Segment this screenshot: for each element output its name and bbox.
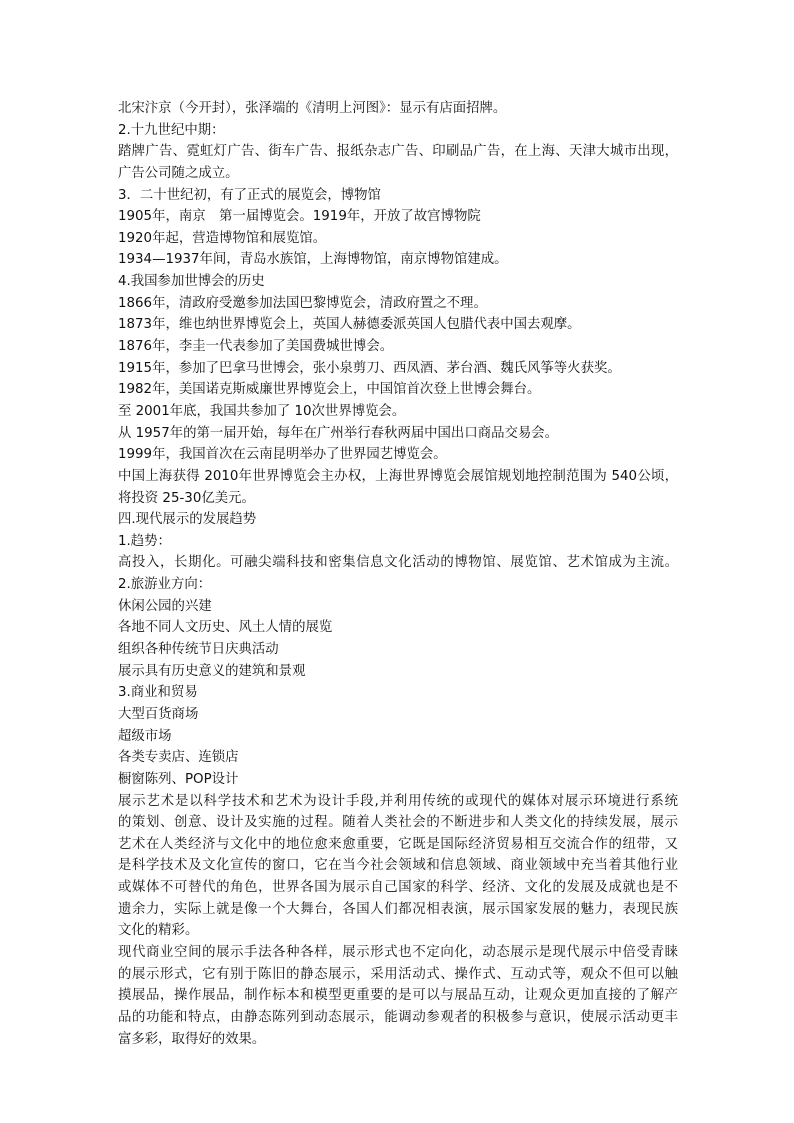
paragraph-line: 品的功能和特点，由静态陈列到动态展示，能调动参观者的积极参与意识，使展示活动更丰	[118, 1009, 678, 1025]
subsection-heading: 1.趋势：	[118, 533, 171, 549]
text-line: 中国上海获得 2010年世界博览会主办权，上海世界博览会展馆规划地控制范围为 540公顷，	[118, 468, 678, 484]
list-item: 橱窗陈列、POP设计	[118, 771, 239, 787]
text-line: 1999年，我国首次在云南昆明举办了世界园艺博览会。	[118, 447, 447, 463]
list-item: 各地不同人文历史、风土人情的展览	[118, 620, 333, 636]
text-line: 1934—1937年间，青岛水族馆，上海博物馆，南京博物馆建成。	[118, 252, 508, 268]
text-line: 1866年，清政府受邀参加法国巴黎博览会，清政府置之不理。	[118, 295, 487, 311]
paragraph-line: 文化的精彩。	[118, 923, 199, 939]
paragraph-line: 遗余力，实际上就是像一个大舞台，各国人们都况相表演，展示国家发展的魅力，表现民族	[118, 901, 678, 917]
text-line: 至 2001年底，我国共参加了 10次世界博览会。	[118, 403, 406, 419]
paragraph-line: 展示艺术是以科学技术和艺术为设计手段,并利用传统的或现代的媒体对展示环境进行系统	[118, 793, 678, 809]
text-line: 1920年起，营造博物馆和展览馆。	[118, 230, 327, 246]
paragraph-line: 的策划、创意、设计及实施的过程。随着人类社会的不断进步和人类文化的持续发展，展示	[118, 815, 678, 831]
section-heading: 3．二十世纪初，有了正式的展览会，博物馆	[118, 187, 381, 203]
text-line: 1905年，南京 第一届博览会。1919年，开放了故宫博物院	[118, 209, 481, 225]
paragraph-line: 艺术在人类经济与文化中的地位愈来愈重要，它既是国际经济贸易相互交流合作的纽带，又	[118, 836, 678, 852]
list-item: 展示具有历史意义的建筑和景观	[118, 663, 306, 679]
list-item: 休闲公园的兴建	[118, 598, 212, 614]
section-heading: 四.现代展示的发展趋势	[118, 512, 257, 528]
paragraph-line: 的展示形式，它有别于陈旧的静态展示，采用活动式、操作式、互动式等，观众不但可以触	[118, 966, 678, 982]
text-line: 从 1957年的第一届开始，每年在广州举行春秋两届中国出口商品交易会。	[118, 425, 559, 441]
paragraph-line: 或媒体不可替代的角色，世界各国为展示自己国家的科学、经济、文化的发展及成就也是不	[118, 880, 678, 896]
text-line: 1873年，维也纳世界博览会上，英国人赫德委派英国人包腊代表中国去观摩。	[118, 317, 581, 333]
text-line: 广告公司随之成立。	[118, 165, 239, 181]
text-line: 1876年，李圭一代表参加了美国费城世博会。	[118, 339, 394, 355]
subsection-heading: 2.旅游业方向：	[118, 577, 212, 593]
text-line: 北宋汴京（今开封），张泽端的《清明上河图》：显示有店面招牌。	[118, 101, 507, 116]
text-line: 1982年，美国诺克斯威廉世界博览会上，中国馆首次登上世博会舞台。	[118, 382, 541, 398]
text-line: 踏牌广告、霓虹灯广告、街车广告、报纸杂志广告、印刷品广告，在上海、天津大城市出现，	[118, 144, 678, 160]
list-item: 各类专卖店、连锁店	[118, 750, 239, 766]
list-item: 组织各种传统节日庆典活动	[118, 642, 279, 658]
document-page	[118, 98, 678, 1050]
list-item: 大型百货商场	[118, 706, 199, 722]
section-heading: 2.十九世纪中期：	[118, 122, 225, 138]
text-line: 将投资 25-30亿美元。	[118, 490, 255, 506]
paragraph-line: 现代商业空间的展示手法各种各样，展示形式也不定向化，动态展示是现代展示中倍受青睐	[118, 944, 678, 960]
list-item: 超级市场	[118, 728, 172, 744]
paragraph-line: 是科学技术及文化宣传的窗口，它在当今社会领域和信息领域、商业领域中充当着其他行业	[118, 858, 678, 874]
paragraph-line: 摸展品，操作展品，制作标本和模型更重要的是可以与展品互动，让观众更加直接的了解产	[118, 988, 678, 1004]
paragraph-line: 富多彩，取得好的效果。	[118, 1031, 266, 1047]
subsection-heading: 3.商业和贸易	[118, 685, 198, 701]
text-line: 高投入，长期化。可融尖端科技和密集信息文化活动的博物馆、展览馆、艺术馆成为主流。	[118, 555, 678, 571]
text-line: 1915年，参加了巴拿马世博会，张小泉剪刀、西凤酒、茅台酒、魏氏风筝等火获奖。	[118, 360, 621, 376]
section-heading: 4.我国参加世博会的历史	[118, 274, 265, 290]
